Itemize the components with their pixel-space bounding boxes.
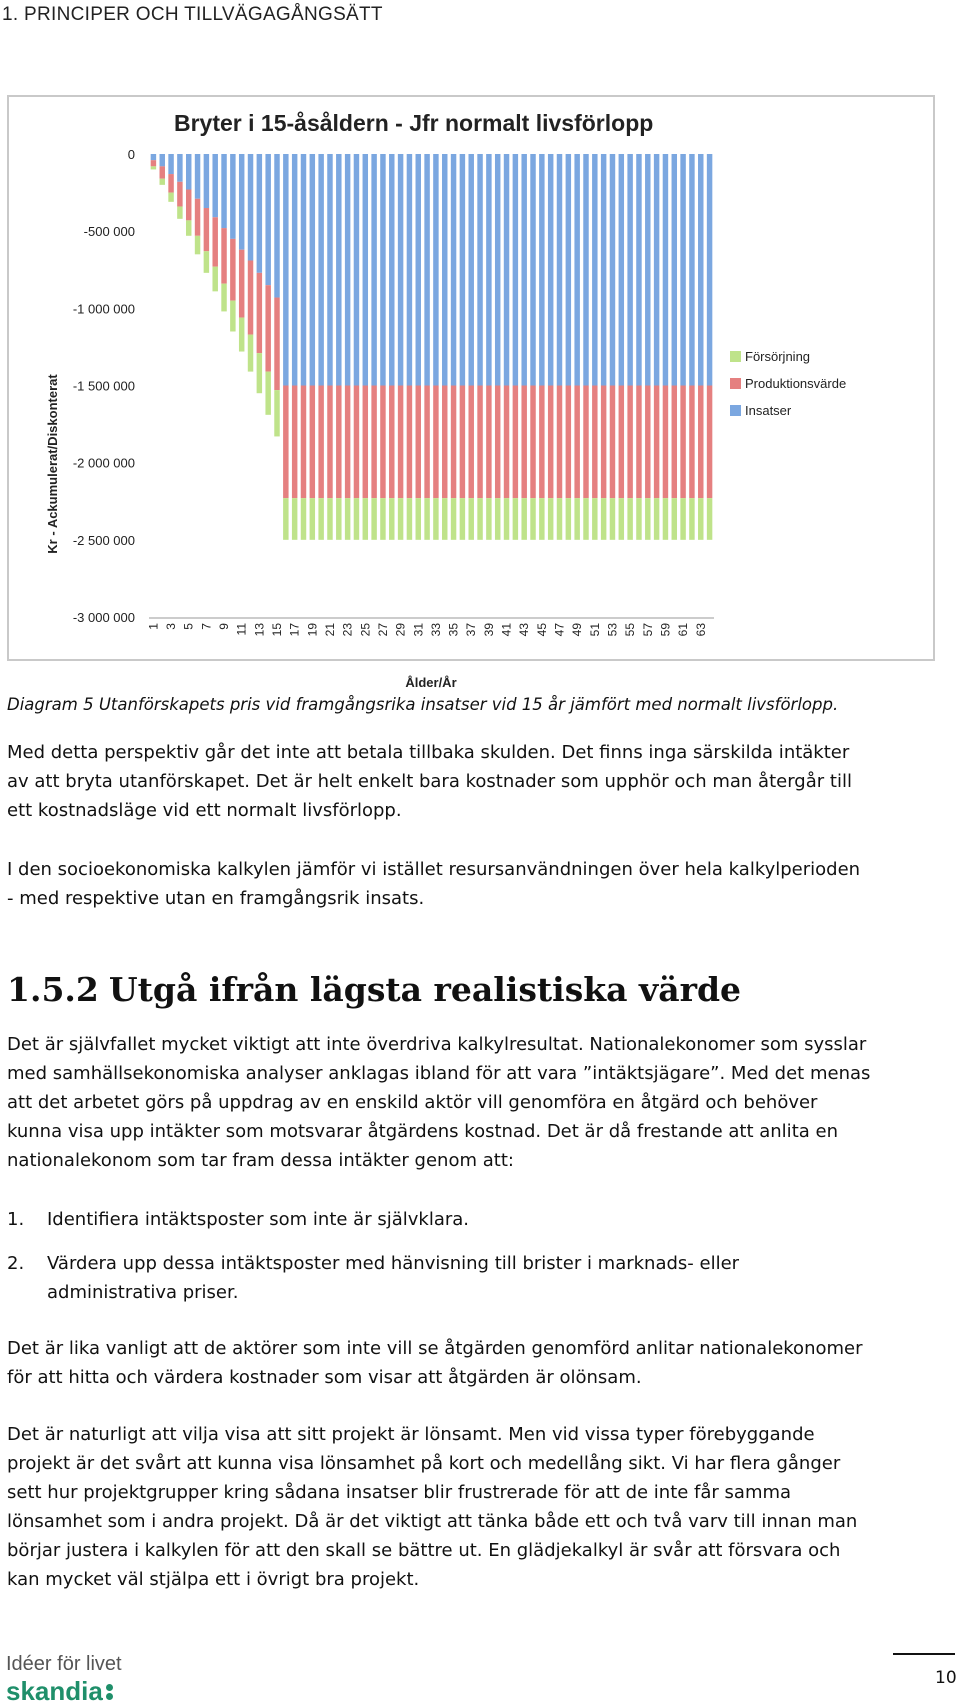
bar-segment (689, 386, 694, 499)
x-tick-label: 35 (446, 623, 461, 637)
text-line: Det är naturligt att vilja visa att sitt projekt är lönsamt. Men vid vissa typer förebyggande (7, 1424, 815, 1445)
bar-segment (310, 498, 315, 540)
bar-segment (689, 154, 694, 386)
bar-segment (592, 154, 597, 386)
page-header: 1. PRINCIPER OCH TILLVÄGAGÅNGSÄTT (2, 4, 383, 25)
bar-segment (168, 154, 173, 174)
bar-segment (513, 154, 518, 386)
bar-segment (257, 273, 262, 353)
bar-segment (336, 154, 341, 386)
section-number: 1.5.2 (7, 970, 99, 1009)
bar-segment (195, 154, 200, 199)
bar-segment (345, 498, 350, 540)
bar-segment (371, 386, 376, 499)
bar-segment (530, 498, 535, 540)
bar-segment (283, 154, 288, 386)
bar-segment (548, 154, 553, 386)
bar-segment (698, 154, 703, 386)
x-tick-label: 33 (428, 623, 443, 637)
bar-segment (654, 154, 659, 386)
bar-segment (177, 206, 182, 218)
bar-segment (504, 154, 509, 386)
y-tick-label: 0 (127, 147, 135, 162)
y-tick-label: -2 000 000 (72, 455, 135, 471)
bar-segment (574, 498, 579, 540)
bar-segment (354, 386, 359, 499)
bar-segment (539, 386, 544, 499)
x-tick-label: 49 (570, 623, 585, 637)
bar-segment (566, 154, 571, 386)
x-tick-label: 41 (499, 623, 514, 637)
paragraph-5 (7, 1420, 952, 1594)
bar-segment (486, 154, 491, 386)
bar-segment (292, 498, 297, 540)
bar-segment (212, 267, 217, 292)
bar-segment (212, 217, 217, 266)
x-tick-label: 59 (658, 623, 673, 637)
bar-segment (610, 154, 615, 386)
bar-segment (265, 372, 270, 415)
bar-segment (230, 154, 235, 239)
bar-segment (504, 386, 509, 499)
text-line: nationalekonom som tar fram dessa intäkter genom att: (7, 1150, 514, 1171)
bar-segment (230, 239, 235, 301)
bar-segment (380, 498, 385, 540)
bar-segment (292, 386, 297, 499)
bar-segment (416, 154, 421, 386)
section-heading (7, 970, 741, 1009)
bar-segment (451, 386, 456, 499)
x-tick-label: 11 (234, 623, 249, 636)
bar-segment (345, 154, 350, 386)
text-line: lönsamhet som i andra projekt. Då är det viktigt att tänka både ett och två varv till innan man (7, 1511, 858, 1532)
bar-segment (265, 285, 270, 371)
bar-segment (354, 154, 359, 386)
paragraph-3 (7, 1030, 952, 1175)
bar-segment (204, 208, 209, 251)
bar-segment (212, 154, 217, 217)
bar-segment (574, 386, 579, 499)
bar-segment (636, 498, 641, 540)
bar-segment (274, 390, 279, 436)
x-tick-label: 61 (676, 623, 691, 637)
x-tick-label: 7 (199, 623, 214, 630)
bar-segment (521, 154, 526, 386)
bar-segment (318, 498, 323, 540)
x-tick-label: 5 (181, 623, 196, 630)
paragraph-4 (7, 1334, 952, 1392)
text-line: börjar justera i kalkylen för att den skall se bättre ut. En glädjekalkyl är svår att försvara och (7, 1540, 841, 1561)
bar-segment (416, 498, 421, 540)
legend-swatch (730, 405, 741, 416)
x-tick-label: 63 (693, 623, 708, 637)
legend-label: Insatser (745, 403, 792, 418)
bar-segment (486, 498, 491, 540)
bar-segment (557, 154, 562, 386)
bar-segment (310, 386, 315, 499)
bar-segment (168, 193, 173, 202)
bar-segment (627, 154, 632, 386)
bar-segment (424, 154, 429, 386)
y-tick-label: -3 000 000 (72, 610, 135, 625)
bar-segment (204, 154, 209, 208)
bar-segment (627, 386, 632, 499)
bar-segment (221, 228, 226, 284)
bar-segment (433, 386, 438, 499)
text-line: Med detta perspektiv går det inte att betala tillbaka skulden. Det finns inga särskilda intäkter (7, 742, 850, 763)
bar-segment (310, 154, 315, 386)
bar-segment (513, 386, 518, 499)
bar-segment (539, 154, 544, 386)
bar-segment (530, 386, 535, 499)
bar-segment (619, 386, 624, 499)
bar-segment (513, 498, 518, 540)
list-item (7, 1249, 952, 1307)
bar-segment (186, 154, 191, 190)
text-line: projekt är det svårt att kunna visa lönsamhet på kort och medellång sikt. Vi har flera gånger (7, 1453, 841, 1474)
bar-segment (672, 498, 677, 540)
x-tick-label: 31 (411, 623, 426, 637)
x-tick-label: 37 (464, 623, 479, 637)
x-tick-label: 29 (393, 623, 408, 637)
bar-segment (477, 498, 482, 540)
x-tick-label: 13 (252, 623, 267, 637)
page-number-rule (893, 1653, 955, 1655)
bar-segment (636, 386, 641, 499)
list-number: 1. (7, 1209, 25, 1230)
bar-segment (486, 386, 491, 499)
bar-segment (645, 154, 650, 386)
bar-segment (407, 154, 412, 386)
bar-segment (539, 498, 544, 540)
x-tick-label: 45 (534, 623, 549, 637)
bar-segment (389, 386, 394, 499)
bar-segment (610, 498, 615, 540)
bar-segment (265, 154, 270, 285)
y-tick-label: -500 000 (83, 224, 135, 240)
text-line: Det är självfallet mycket viktigt att inte överdriva kalkylresultat. Nationalekonomer som sysslar (7, 1034, 867, 1055)
bar-segment (248, 335, 253, 372)
bar-segment (363, 386, 368, 499)
bar-segment (601, 386, 606, 499)
chart-title: Bryter i 15-åsåldern - Jfr normalt livsförlopp (174, 110, 654, 136)
x-tick-label: 27 (375, 623, 390, 637)
bar-segment (257, 353, 262, 393)
bar-segment (566, 498, 571, 540)
bar-segment (504, 498, 509, 540)
bar-segment (257, 154, 262, 273)
y-tick-label: -1 000 000 (72, 301, 135, 317)
footer-tagline: Idéer för livet (6, 1653, 122, 1675)
bar-segment (151, 166, 156, 169)
bar-segment (363, 154, 368, 386)
bar-segment (283, 498, 288, 540)
x-tick-label: 23 (340, 623, 355, 637)
bar-segment (583, 386, 588, 499)
bar-segment (345, 386, 350, 499)
text-line: I den socioekonomiska kalkylen jämför vi istället resursanvändningen över hela kalkylperioden (7, 859, 861, 880)
bar-segment (248, 154, 253, 260)
bar-segment (389, 498, 394, 540)
bar-segment (707, 386, 712, 499)
x-tick-label: 55 (623, 623, 638, 637)
bar-segment (583, 498, 588, 540)
legend-label: Försörjning (745, 349, 811, 364)
bar-segment (557, 498, 562, 540)
brand-name: skandia (6, 1676, 103, 1706)
bar-segment (239, 250, 244, 318)
bar-segment (433, 154, 438, 386)
bar-segment (680, 386, 685, 499)
bar-segment (663, 386, 668, 499)
bar-segment (407, 386, 412, 499)
bar-segment (442, 498, 447, 540)
bar-segment (460, 498, 465, 540)
bar-segment (583, 154, 588, 386)
bar-segment (363, 498, 368, 540)
bar-segment (204, 251, 209, 273)
bar-segment (239, 318, 244, 352)
x-tick-label: 9 (217, 623, 231, 630)
y-tick-label: -1 500 000 (72, 378, 135, 394)
stacked-bar-chart (9, 97, 933, 690)
bar-segment (424, 498, 429, 540)
bar-segment (548, 386, 553, 499)
bar-segment (451, 154, 456, 386)
bar-segment (380, 154, 385, 386)
bar-segment (689, 498, 694, 540)
bar-segment (477, 386, 482, 499)
bar-segment (592, 386, 597, 499)
bar-segment (468, 498, 473, 540)
bar-segment (601, 498, 606, 540)
bar-segment (654, 498, 659, 540)
x-tick-label: 47 (552, 623, 567, 637)
bar-segment (451, 498, 456, 540)
text-line: kunna visa upp intäkter som motsvarar åtgärdens kostnad. Det är då frestande att anlita en (7, 1121, 838, 1142)
bar-segment (574, 154, 579, 386)
bar-segment (654, 386, 659, 499)
bar-segment (195, 199, 200, 236)
bar-segment (495, 154, 500, 386)
list-text: Värdera upp dessa intäktsposter med hänvisning till brister i marknads- eller (47, 1253, 740, 1274)
bar-segment (301, 498, 306, 540)
x-tick-label: 15 (270, 623, 284, 637)
page-number: 10 (935, 1668, 957, 1688)
bar-segment (221, 154, 226, 228)
bar-segment (274, 298, 279, 391)
bar-segment (336, 386, 341, 499)
skandia-logo (6, 1676, 114, 1707)
bar-segment (672, 154, 677, 386)
bar-segment (151, 160, 156, 166)
bar-segment (160, 166, 165, 178)
bar-segment (645, 386, 650, 499)
bar-segment (460, 154, 465, 386)
text-line: sett hur projektgrupper kring sådana insatser blir frustrerade för att de inte får samma (7, 1482, 792, 1503)
bar-segment (354, 498, 359, 540)
bar-segment (301, 386, 306, 499)
bar-segment (160, 179, 165, 185)
bar-segment (619, 154, 624, 386)
bar-segment (186, 220, 191, 235)
bar-segment (318, 154, 323, 386)
section-title: Utgå ifrån lägsta realistiska värde (108, 970, 742, 1009)
bar-segment (398, 386, 403, 499)
x-tick-label: 53 (605, 623, 620, 637)
bar-segment (230, 301, 235, 332)
bar-segment (672, 386, 677, 499)
bar-segment (707, 154, 712, 386)
bar-segment (398, 154, 403, 386)
bar-segment (371, 498, 376, 540)
bar-segment (424, 386, 429, 499)
bar-segment (177, 154, 182, 182)
bar-segment (248, 260, 253, 334)
bar-segment (468, 386, 473, 499)
text-line: ett kostnadsläge vid ett normalt livsförlopp. (7, 800, 402, 821)
bar-segment (698, 386, 703, 499)
bar-segment (177, 182, 182, 207)
list-item (7, 1205, 952, 1234)
bar-segment (495, 386, 500, 499)
text-line: av att bryta utanförskapet. Det är helt enkelt bara kostnader som upphör och man återgår till (7, 771, 852, 792)
logo-dots-icon (106, 1682, 114, 1700)
bar-segment (336, 498, 341, 540)
legend-swatch (730, 378, 741, 389)
paragraph-1 (7, 738, 952, 825)
chart-container (7, 95, 935, 690)
bar-segment (663, 498, 668, 540)
x-tick-label: 21 (323, 623, 337, 637)
text-line: att det arbetet görs på uppdrag av en enskild aktör vill genomföra en åtgärd och behöver (7, 1092, 818, 1113)
bar-segment (398, 498, 403, 540)
bar-segment (151, 154, 156, 160)
x-tick-label: 57 (640, 623, 655, 637)
x-tick-label: 19 (305, 623, 320, 637)
bar-segment (468, 154, 473, 386)
bar-segment (301, 154, 306, 386)
bar-segment (221, 284, 226, 312)
bar-segment (380, 386, 385, 499)
bar-segment (707, 498, 712, 540)
bar-segment (521, 498, 526, 540)
bar-segment (416, 386, 421, 499)
bar-segment (521, 386, 526, 499)
bar-segment (530, 154, 535, 386)
x-axis-label: Ålder/År (405, 675, 457, 690)
figure-caption: Diagram 5 Utanförskapets pris vid framgångsrika insatser vid 15 år jämfört med normalt livsförlopp. (7, 695, 839, 714)
list-text: Identifiera intäktsposter som inte är självklara. (47, 1209, 469, 1230)
x-tick-label: 43 (517, 623, 532, 637)
x-tick-label: 1 (146, 623, 161, 630)
list-text: administrativa priser. (47, 1282, 239, 1303)
bar-segment (160, 154, 165, 166)
y-tick-label: -2 500 000 (72, 532, 135, 548)
y-axis-label: Kr - Ackumulerat/Diskonterat (45, 374, 60, 554)
bar-segment (645, 498, 650, 540)
bar-segment (327, 386, 332, 499)
bar-segment (239, 154, 244, 250)
bar-segment (566, 386, 571, 499)
list-number: 2. (7, 1253, 25, 1274)
bar-segment (680, 154, 685, 386)
bar-segment (292, 154, 297, 386)
x-tick-label: 39 (481, 623, 496, 637)
bar-segment (548, 498, 553, 540)
paragraph-2 (7, 855, 952, 913)
bar-segment (663, 154, 668, 386)
text-line: för att hitta och värdera kostnader som visar att åtgärden är olönsam. (7, 1367, 642, 1388)
bar-segment (477, 154, 482, 386)
text-line: kan mycket väl stjälpa ett i övrigt bra projekt. (7, 1569, 420, 1590)
bar-segment (274, 154, 279, 298)
bar-segment (495, 498, 500, 540)
bar-segment (460, 386, 465, 499)
x-tick-label: 25 (358, 623, 373, 637)
text-line: med samhällsekonomiska analyser anklagas ibland för att vara ”intäktsjägare”. Med det menas (7, 1063, 871, 1084)
bar-segment (601, 154, 606, 386)
bar-segment (442, 154, 447, 386)
x-tick-label: 3 (164, 623, 179, 630)
bar-segment (327, 498, 332, 540)
bar-segment (283, 386, 288, 499)
bar-segment (680, 498, 685, 540)
text-line: - med respektive utan en framgångsrik insats. (7, 888, 425, 909)
bar-segment (195, 236, 200, 255)
bar-segment (592, 498, 597, 540)
bar-segment (557, 386, 562, 499)
bar-segment (389, 154, 394, 386)
bar-segment (407, 498, 412, 540)
bar-segment (318, 386, 323, 499)
text-line: Det är lika vanligt att de aktörer som inte vill se åtgärden genomförd anlitar nationalekonomer (7, 1338, 863, 1359)
bar-segment (627, 498, 632, 540)
bar-segment (371, 154, 376, 386)
bar-segment (619, 498, 624, 540)
legend-label: Produktionsvärde (745, 376, 847, 391)
legend-swatch (730, 351, 741, 362)
bar-segment (698, 498, 703, 540)
bar-segment (186, 190, 191, 221)
bar-segment (433, 498, 438, 540)
bar-segment (327, 154, 332, 386)
bar-segment (636, 154, 641, 386)
bar-segment (442, 386, 447, 499)
bar-segment (610, 386, 615, 499)
x-tick-label: 17 (287, 623, 302, 637)
bar-segment (168, 174, 173, 193)
x-tick-label: 51 (587, 623, 602, 637)
